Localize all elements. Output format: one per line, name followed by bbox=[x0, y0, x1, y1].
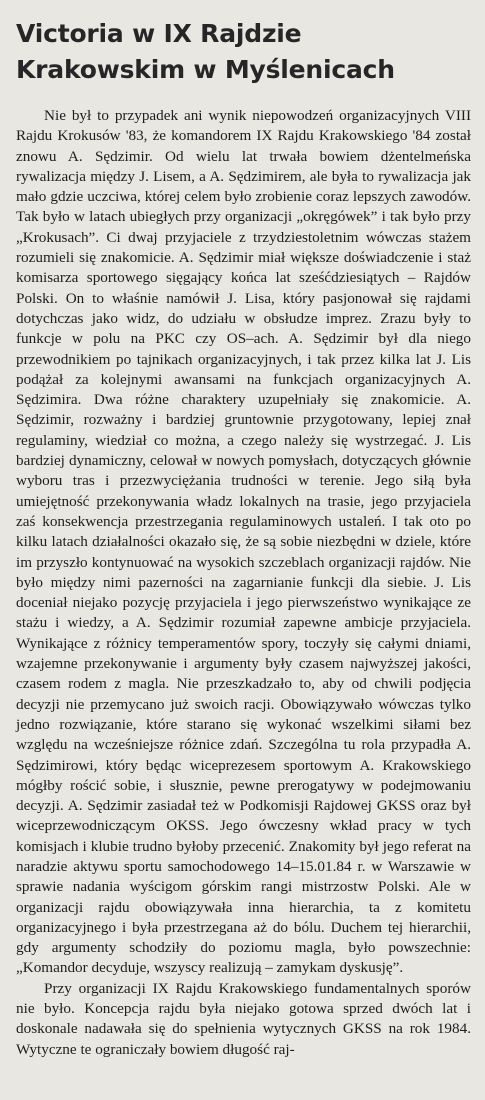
article-body bbox=[16, 106, 471, 1060]
article-title-line-1: Victoria w IX Rajdzie bbox=[16, 19, 302, 48]
article-title-line-2: Krakowskim w Myślenicach bbox=[16, 55, 395, 84]
article-paragraph-2: Przy organizacji IX Rajdu Krakowskiego fundamentalnych sporów nie było. Koncepcja rajdu była niejako gotowa sprzed dwóch lat i doskonale nadawała się do spełnienia wytycznych GKSS na rok 1984. Wytyczne te ograniczały bowiem długość raj- bbox=[16, 979, 471, 1058]
article-paragraph-1: Nie był to przypadek ani wynik niepowodzeń organizacyjnych VIII Rajdu Krokusów '83, że komandorem IX Rajdu Krakowskiego '84 został znowu A. Sędzimir. Od wielu lat trwała bowiem dżentelmeńska rywalizacja między J. Lisem, a A. Sędzimirem, ale była to rywalizacja jak mało gdzie uczciwa, której celem było zrobienie coraz lepszych zawodów. Tak było w latach ubiegłych przy organizacji „okręgówek” i tak było przy „Krokusach”. Ci dwaj przyjaciele z trzydziestoletnim wówczas stażem rozumieli się znakomicie. A. Sędzimir miał większe doświadczenie i staż komisarza sportowego sięgający końca lat sześćdziesiątych – Rajdów Polski. On to właśnie namówił J. Lisa, który pasjonował się rajdami dotychczas jako widz, do udziału w obsłudze imprez. Zrazu były to funkcje w polu na PKC czy OS–ach. A. Sędzimir był dla niego przewodnikiem po tajnikach organizacyjnych, i tak przez kilka lat J. Lis podążał za kolejnymi awansami na funkcjach organizacyjnych A. Sędzimira. Dwa różne charaktery uzupełniały się znakomicie. A. Sędzimir, rozważny i bardziej gruntownie przygotowany, lepiej znał regulaminy, wiedział co można, a czego należy się wystrzegać. J. Lis bardziej dynamiczny, celował w nowych pomysłach, dotyczących głównie wyboru tras i przezwyciężania trudności w terenie. Jego siłą była umiejętność przekonywania władz lokalnych na trasie, jego przyjaciela zaś konsekwencja przestrzegania regulaminowych ustaleń. I tak oto po kilku latach działalności okazało się, że są sobie niezbędni w dziele, które im przyszło kontynuować na wysokich szczeblach organizacji rajdów. Nie było między nimi pazerności na zagarnianie funkcji dla siebie. J. Lis doceniał niejako pozycję przyjaciela i jego pierwszeństwo wynikające ze stażu i wiedzy, a A. Sędzimir rozumiał zapewne ambicje przyjaciela. Wynikające z różnicy temperamentów spory, toczyły się całymi dniami, wzajemne przekonywanie i argumenty były czasem najwyższej jakości, czasem rodem z magla. Nie przeszkadzało to, aby od chwili podjęcia decyzji nie przemycano już swoich racji. Obowiązywało wówczas tylko jedno rozwiązanie, które starano się wykonać wszelkimi siłami bez względu na wcześniejsze różnice zdań. Szczególna tu rola przypadła A. Sędzimirowi, który będąc wiceprezesem sportowym A. Krakowskiego mógłby rościć sobie, i słusznie, pewne prerogatywy w podejmowaniu decyzji. A. Sędzimir zasiadał też w Podkomisji Rajdowej GKSS oraz był wiceprzewodniczącym OKSS. Jego ówczesny wkład pracy w tych komisjach i klubie trudno byłoby przecenić. Znakomity był jego referat na naradzie aktywu sportu samochodowego 14–15.01.84 r. w Warszawie w sprawie nadania wyścigom górskim rangi mistrzostw Polski. Ale w organizacji rajdu obowiązywała inna hierarchia, ta z komitetu organizacyjnego i była przestrzegana aż do bólu. Duchem tej hierarchii, gdy argumenty schodziły do poziomu magla, było powszechnie: „Komandor decyduje, wszyscy realizują – zamykam dyskusję”. bbox=[16, 107, 471, 977]
cropped-previous-text bbox=[361, 0, 471, 6]
article-title bbox=[16, 16, 471, 88]
